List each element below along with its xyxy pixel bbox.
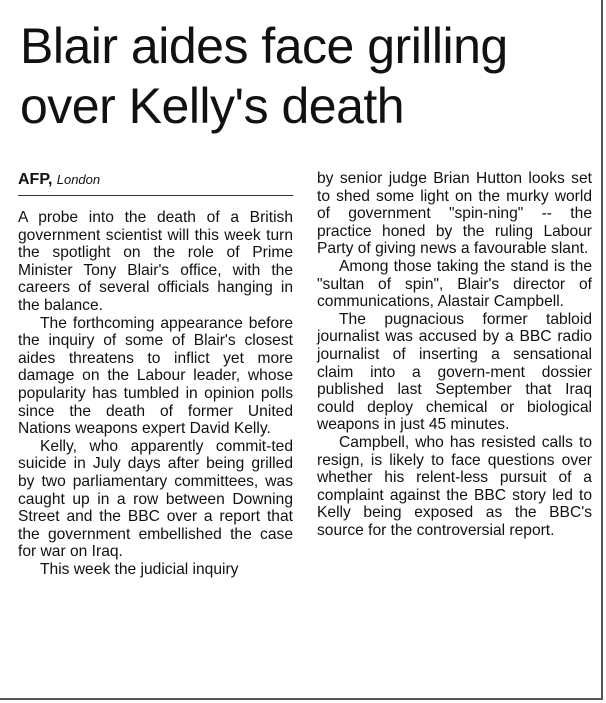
- left-column: [18, 170, 293, 578]
- byline-agency: AFP,: [18, 171, 53, 188]
- paragraph-4-start: This week the judicial inquiry: [40, 560, 239, 578]
- paragraph-1: A probe into the death of a British government scientist will this week turn the spotlight on the role of Prime Minister Tony Blair's office, with the careers of several officials hanging in the balance.: [18, 209, 293, 314]
- paragraph-5: Among those taking the stand is the "sultan of spin", Blair's director of communications, Alastair Campbell.: [317, 257, 592, 311]
- headline-line-2: over Kelly's death: [20, 78, 405, 134]
- paragraph-6: The pugnacious former tabloid journalist was accused by a BBC radio journalist of inserting a sensational claim into a govern-ment dossier published last September that Iraq could deploy chemical or biological weapons in just 45 minutes.: [317, 310, 592, 434]
- paragraph-4-continued: by senior judge Brian Hutton looks set to shed some light on the murky world of government "spin-ning" -- the practice honed by the ruling Labour Party of giving news a favourable slant.: [317, 170, 592, 258]
- paragraph-2: The forthcoming appearance before the inquiry of some of Blair's closest aides threatens to inflict yet more damage on the Labour leader, whose popularity has tumbled in opinion polls since the death of former United Nations weapons expert David Kelly.: [18, 314, 293, 438]
- headline-line-1: Blair aides face grilling: [20, 18, 508, 74]
- paragraph-7: Campbell, who has resisted calls to resign, is likely to face questions over whether his relent-less pursuit of a complaint against the BBC story led to Kelly being exposed as the BBC's source for the controversial report.: [317, 433, 592, 539]
- byline: [18, 170, 293, 196]
- byline-location: London: [56, 172, 101, 187]
- headline: [20, 16, 508, 136]
- right-column: [317, 170, 592, 539]
- paragraph-3: Kelly, who apparently commit-ted suicide in July days after being grilled by two parliamentary committees, was caught up in a row between Downing Street and the BBC over a report that the government embellished the case for war on Iraq.: [18, 437, 293, 561]
